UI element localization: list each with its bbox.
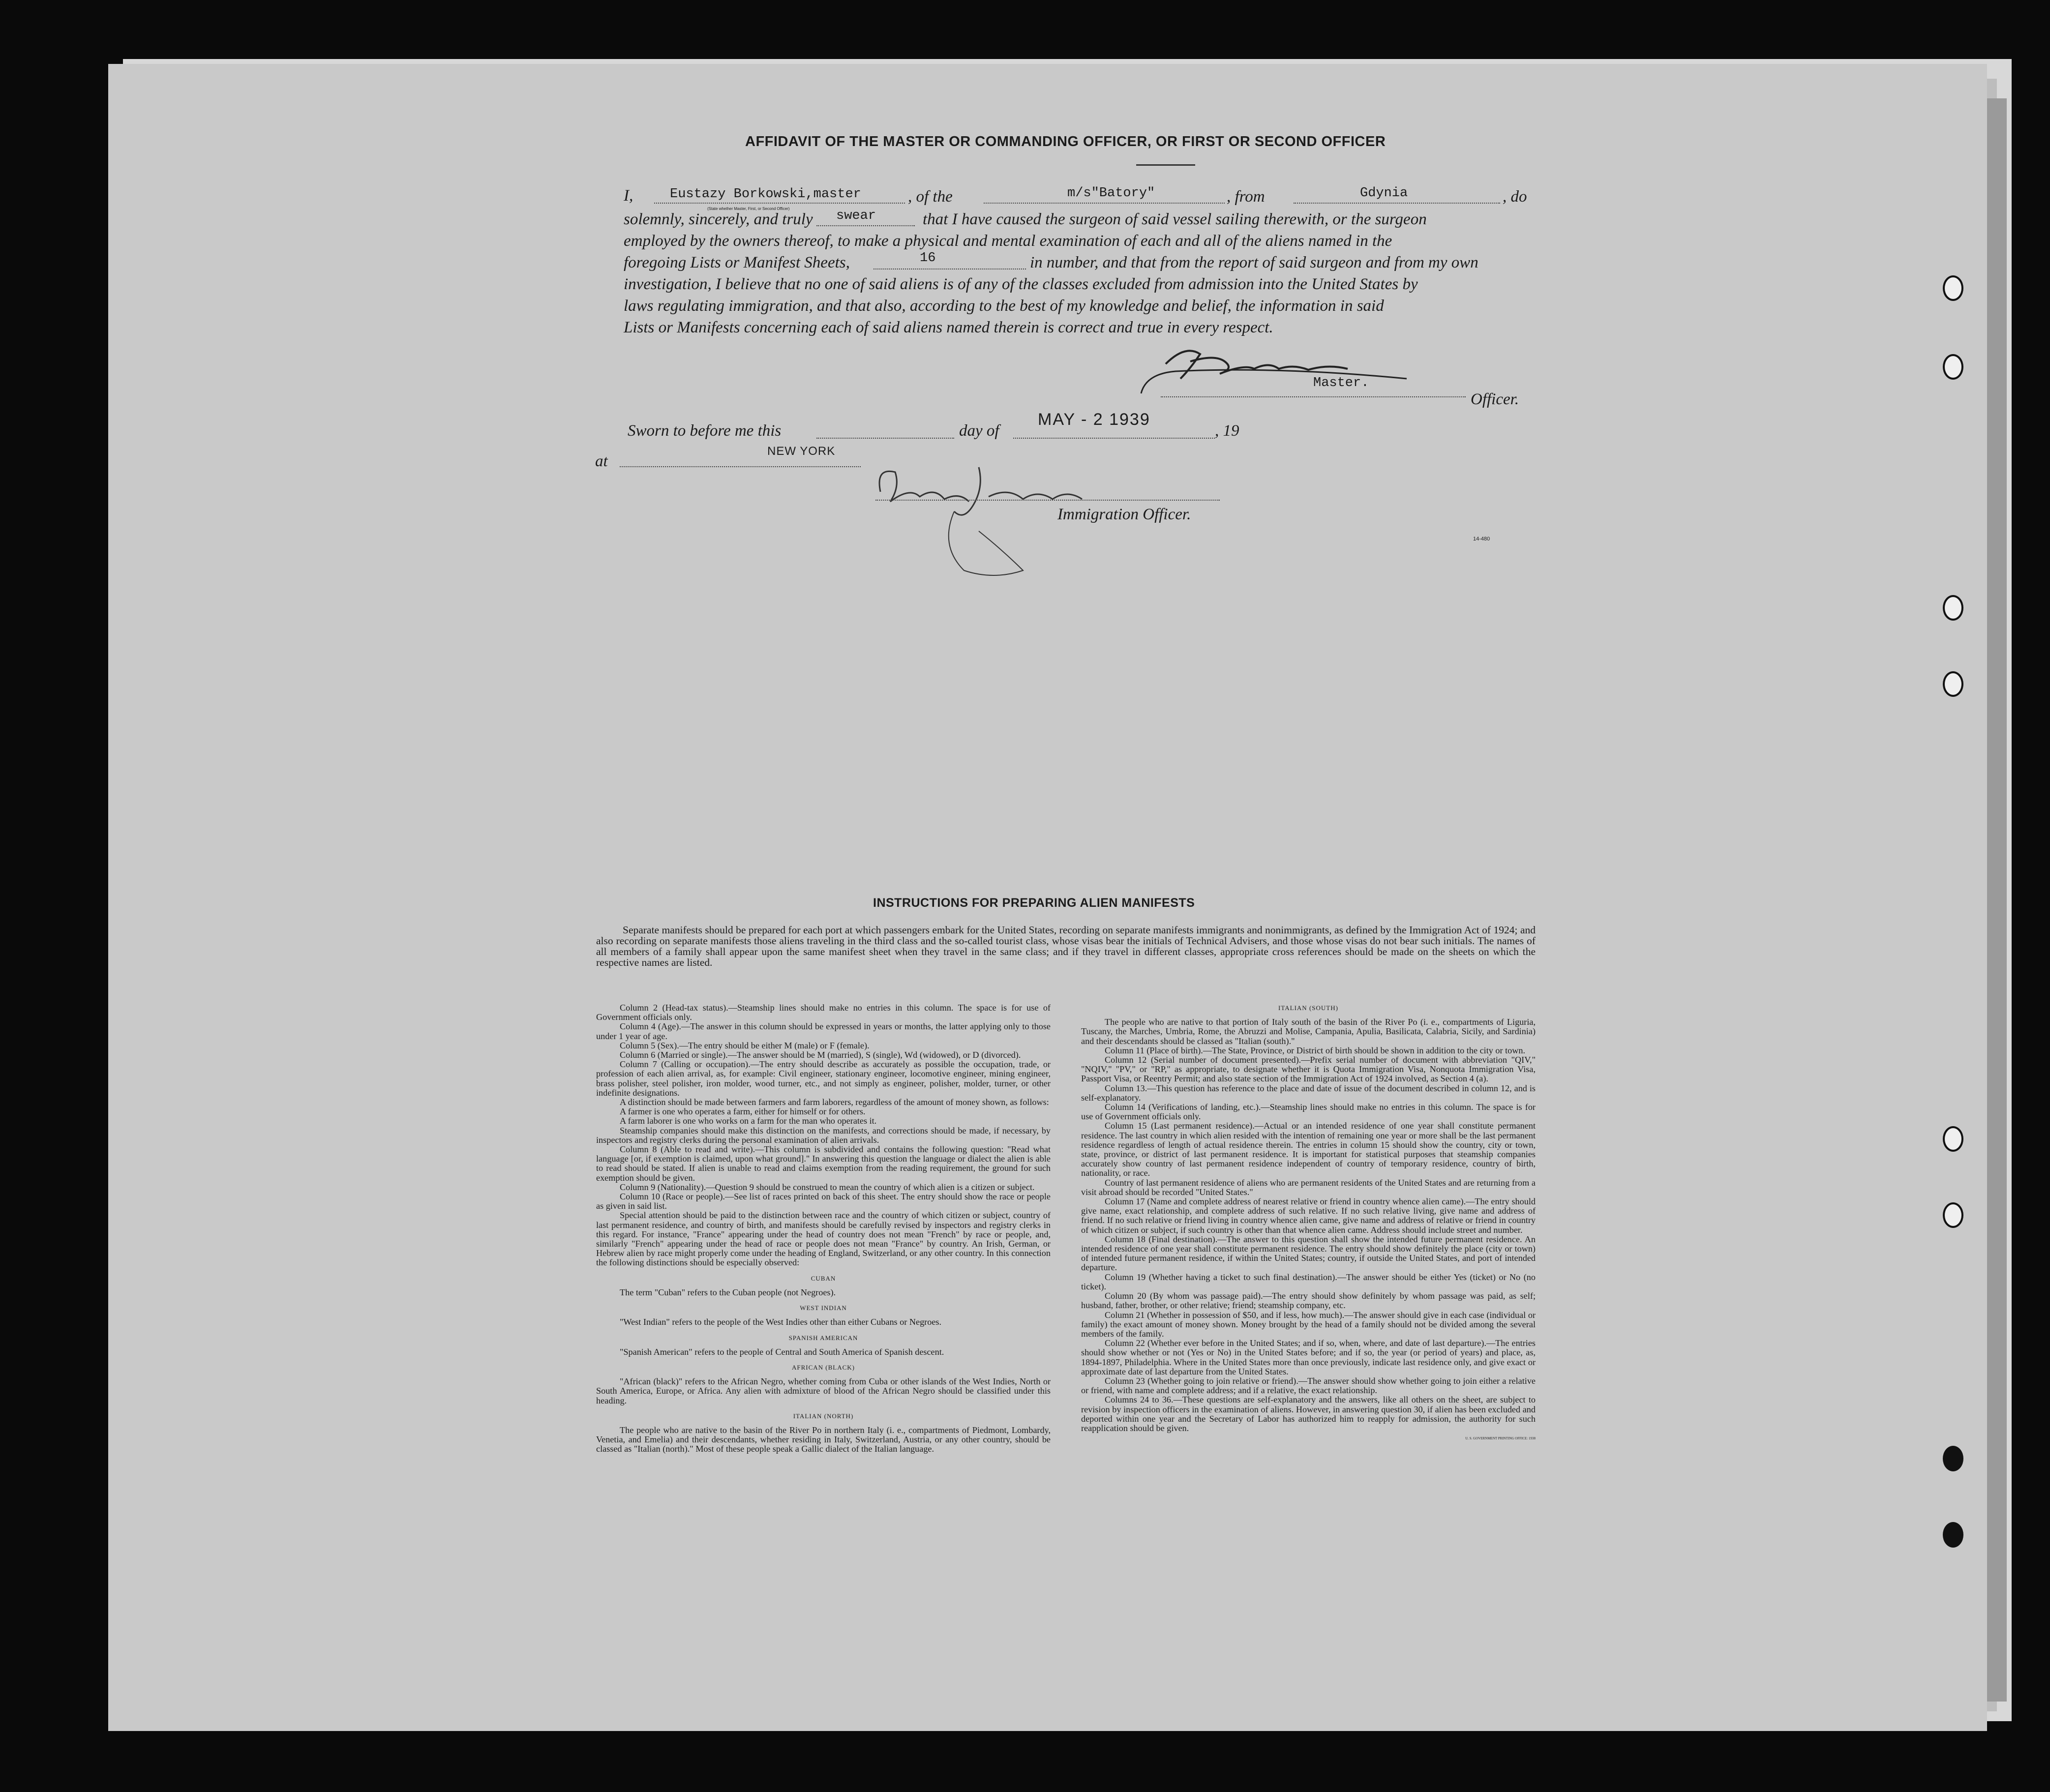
- day-of-label: day of: [959, 422, 999, 440]
- african-text: "African (black)" refers to the African Negro, whether coming from Cuba or other islands of the West Indies, North or South America, Europe, or Africa. Any alien with admixture of blood of the African Negro should be classified under this heading.: [596, 1376, 1051, 1405]
- instructions-left-column: [596, 1003, 1051, 1454]
- right-paragraph: Column 13.—This question has reference to the place and date of issue of the document described in column 12, and is self-explanatory.: [1081, 1083, 1536, 1103]
- right-paragraph: Column 12 (Serial number of document presented).—Prefix serial number of document with abbreviation "QIV," "NQIV," "PV," or "RP," as appropriate, to designate whether it is Quota Immigration Visa, Nonquota Immigration Visa, Passport Visa, or Reentry Permit; and also state section of the Immigration Act of 1924 involved, as Section 4 (a).: [1081, 1055, 1536, 1084]
- immigration-officer-label: Immigration Officer.: [1057, 506, 1191, 523]
- place-stamp: NEW YORK: [767, 445, 836, 458]
- right-paragraph: Column 22 (Whether ever before in the United States; and if so, when, where, and date of last departure).—The entries should show whether or not (Yes or No) in the United States before; and if so, the year (or period of years) and place, as, 1894-1897, Philadelphia. Where in the United States more than once previously, indicate last residence only, and give exact or approximate date of last departure from the United States.: [1081, 1338, 1536, 1376]
- cuban-text: The term "Cuban" refers to the Cuban people (not Negroes).: [620, 1287, 836, 1297]
- left-paragraph: Column 7 (Calling or occupation).—The entry should describe as accurately as possible the occupation, trade, or profession of each alien arrival, as, for example: Civil engineer, stationary engineer, locomotive engineer, mining engineer, brass polisher, steel polisher, iron molder, wood turner, etc., and not simply as engineer, polisher, molder, turner, or other indefinite designations.: [596, 1059, 1051, 1098]
- affidavit-line-4-start: foregoing Lists or Manifest Sheets,: [624, 254, 850, 271]
- paper-edge-shadow: [1987, 98, 2007, 1702]
- right-paragraph: Column 11 (Place of birth).—The State, Province, or District of birth should be shown in addition to the city or town.: [1105, 1045, 1526, 1055]
- affidavit-line-7: Lists or Manifests concerning each of said aliens named therein is correct and true in every respect.: [624, 319, 1273, 336]
- right-paragraph: Column 21 (Whether in possession of $50, and if less, how much).—The answer should give in each case (individual or family) the exact amount of money shown. Money brought by the head of a family should not be divided among the several members of the family.: [1081, 1310, 1536, 1339]
- affidavit-line-3: employed by the owners thereof, to make a physical and mental examination of each and all of the aliens named in the: [624, 232, 1392, 250]
- binder-hole-icon: [1943, 1202, 1963, 1228]
- port-name: Gdynia: [1360, 186, 1408, 201]
- do-label: , do: [1503, 188, 1527, 206]
- left-paragraph: Special attention should be paid to the distinction between race and the country of which citizen or subject, country of last permanent residence, and country of birth, and manifests should be carefully revised by inspectors and registry clerks in this regard. For instance, "France" appearing under the head of country does not mean "French" by race or people, and, similarly "French" appearing under the head of race or people does not mean "France" by country. An Irish, German, or Hebrew alien by race might properly come under the heading of England, Switzerland, or any other country. In this connection the following distinctions should be especially observed:: [596, 1210, 1051, 1268]
- left-paragraph: Column 10 (Race or people).—See list of races printed on back of this sheet. The entry should show the race or people as given in said list.: [596, 1192, 1051, 1211]
- affidavit-line-4-rest: in number, and that from the report of said surgeon and from my own: [1030, 254, 1478, 271]
- binder-hole-icon: [1943, 1126, 1963, 1152]
- year-label: , 19: [1215, 422, 1239, 440]
- at-label: at: [595, 452, 608, 470]
- left-paragraph: A farm laborer is one who works on a farm for the man who operates it.: [620, 1116, 877, 1126]
- sheet-count: 16: [920, 251, 936, 266]
- left-paragraph: Column 9 (Nationality).—Question 9 should be construed to mean the country of which alien is a citizen or subject.: [620, 1182, 1035, 1192]
- from-label: , from: [1227, 188, 1265, 206]
- west-indian-text: "West Indian" refers to the people of the West Indies other than either Cubans or Negroes.: [620, 1317, 942, 1327]
- rank-note: (State whether Master, First, or Second Officer): [707, 207, 790, 211]
- of-the-label: , of the: [908, 188, 953, 206]
- master-name: Eustazy Borkowski,master: [670, 187, 861, 202]
- affidavit-line-6: laws regulating immigration, and that also, according to the best of my knowledge and belief, the information in said: [624, 297, 1384, 315]
- instructions-intro: [596, 925, 1536, 968]
- west-indian-heading: WEST INDIAN: [800, 1304, 847, 1312]
- binder-hole-icon: [1943, 1522, 1963, 1548]
- immigration-officer-line: [875, 500, 1220, 501]
- sworn-day-line: [816, 438, 954, 439]
- right-paragraph: The people who are native to that portion of Italy south of the basin of the River Po (i. e., compartments of Liguria, Tuscany, the Marches, Umbria, Rome, the Abruzzi and Molise, Campania, Apulia, Basilicata, Calabria, Sicily, and Sardinia) and their descendants should be classed as "Italian (south).": [1081, 1017, 1536, 1046]
- right-paragraph: Column 14 (Verifications of landing, etc.).—Steamship lines should make no entries in this column. The space is for use of Government officials only.: [1081, 1102, 1536, 1122]
- left-paragraph: Steamship companies should make this distinction on the manifests, and corrections should be made, if necessary, by inspectors and registry clerks during the personal examination of alien arrivals.: [596, 1125, 1051, 1145]
- place-line: [620, 466, 861, 467]
- right-paragraph: Column 18 (Final destination).—The answer to this question shall show the intended future permanent residence. An intended residence of one year shall constitute permanent residence. The entry should show definitely the place (city or town) of intended future permanent residence, if within the United States; country, if outside the United States, and port of intended departure.: [1081, 1234, 1536, 1273]
- right-paragraph: Country of last permanent residence of aliens who are permanent residents of the United States and are returning from a visit abroad should be recorded "United States.": [1081, 1177, 1536, 1197]
- left-paragraph: A farmer is one who operates a farm, either for himself or for others.: [620, 1106, 866, 1117]
- sworn-month-line: [1013, 438, 1215, 439]
- binder-hole-icon: [1943, 275, 1963, 301]
- vessel-field-line: [984, 203, 1225, 204]
- affidavit-line-2-rest: that I have caused the surgeon of said vessel sailing therewith, or the surgeon: [923, 210, 1427, 228]
- right-paragraph: Column 20 (By whom was passage paid).—The entry should show definitely by whom passage was paid, as self; husband, father, brother, or other relative; friend; steamship company, etc.: [1081, 1291, 1536, 1311]
- right-paragraph: Columns 24 to 36.—These questions are self-explanatory and the answers, like all others on the sheet, are subject to revision by inspection officers in the examination of aliens. However, in answering question 30, if alien has been excluded and deported within one year and the Secretary of Labor has authorized him to reapply for admission, the authority for such reapplication should be given.: [1081, 1395, 1536, 1433]
- instructions-right-column: [1081, 1003, 1536, 1443]
- sworn-text: Sworn to before me this: [628, 422, 782, 440]
- form-number: 14-480: [1473, 536, 1490, 542]
- intro-paragraph: Separate manifests should be prepared for each port at which passengers embark for the United States, recording on separate manifests immigrants and nonimmigrants, as defined by the Immigration Act of 1924; and also recording on separate manifests those aliens traveling in the third class and the so-called tourist class, whose visas bear the initials of Technical Advisers, and those whose visas do not bear such initials. The names of all members of a family shall appear upon the same manifest sheet when they travel in the same class; and if they travel in different classes, appropriate cross references should be made on the sheets on which the respective names are listed.: [596, 924, 1536, 968]
- oath-word: swear: [836, 209, 876, 223]
- date-stamp: MAY - 2 1939: [1038, 410, 1150, 429]
- spanish-american-text: "Spanish American" refers to the people of Central and South America of Spanish descent.: [620, 1346, 944, 1357]
- officer-label: Officer.: [1471, 390, 1519, 408]
- vessel-name: m/s"Batory": [1067, 186, 1155, 201]
- left-paragraph: Column 4 (Age).—The answer in this column should be expressed in years or months, the latter applying only to those under 1 year of age.: [596, 1021, 1051, 1041]
- binder-hole-icon: [1943, 1446, 1963, 1471]
- right-paragraph: Column 19 (Whether having a ticket to such final destination).—The answer should be either Yes (ticket) or No (no ticket).: [1081, 1272, 1536, 1291]
- affidavit-line-1: [624, 187, 633, 205]
- african-heading: AFRICAN (BLACK): [791, 1363, 855, 1371]
- printing-office-note: U. S. GOVERNMENT PRINTING OFFICE: 1938: [1465, 1436, 1536, 1441]
- master-title: Master.: [1313, 376, 1369, 390]
- left-paragraph: Column 2 (Head-tax status).—Steamship lines should make no entries in this column. The space is for use of Government officials only.: [596, 1003, 1051, 1022]
- binder-hole-icon: [1943, 671, 1963, 697]
- pronoun: I,: [624, 187, 633, 205]
- right-paragraph: Column 23 (Whether going to join relative or friend).—The answer should show whether going to join either a relative or friend, with name and complete address; and if a relative, the exact relationship.: [1081, 1375, 1536, 1396]
- affidavit-title: AFFIDAVIT OF THE MASTER OR COMMANDING OFFICER, OR FIRST OR SECOND OFFICER: [745, 134, 1386, 149]
- port-field-line: [1294, 203, 1500, 204]
- binder-hole-icon: [1943, 354, 1963, 380]
- italian-north-heading: ITALIAN (NORTH): [793, 1412, 854, 1420]
- cuban-heading: CUBAN: [811, 1274, 836, 1282]
- title-rule: [1136, 164, 1195, 166]
- left-paragraph: Column 8 (Able to read and write).—This column is subdivided and contains the following question: "Read what language [or, if exemption is claimed, upon what ground]." In answering this question the language or dialect the alien is able to read should be stated. If alien is unable to read and claims exemption from the reading requirement, the ground for such exemption should be given.: [596, 1144, 1051, 1183]
- name-field-line: [654, 203, 905, 204]
- signature-line: [1161, 396, 1466, 397]
- instructions-title: INSTRUCTIONS FOR PREPARING ALIEN MANIFESTS: [873, 896, 1195, 910]
- affidavit-line-5: investigation, I believe that no one of said aliens is of any of the classes excluded from admission into the United States by: [624, 275, 1418, 293]
- right-paragraph: Column 17 (Name and complete address of nearest relative or friend in country whence alien came).—The entry should give name, exact relationship, and complete address of such relative. If no such relative living, give name and address of friend. If no such relative or friend living in country whence alien came, give name and address of relative or friend in country of which citizen or subject, if such country is other than that whence alien came. Address should include street and number.: [1081, 1196, 1536, 1235]
- left-paragraph: Column 6 (Married or single).—The answer should be M (married), S (single), Wd (widowed), or D (divorced).: [620, 1050, 1021, 1060]
- spanish-american-heading: SPANISH AMERICAN: [788, 1334, 858, 1342]
- oath-field-line: [816, 225, 915, 226]
- binder-hole-icon: [1943, 595, 1963, 621]
- left-paragraph: A distinction should be made between farmers and farm laborers, regardless of the amount of money shown, as follows:: [620, 1097, 1049, 1107]
- italian-south-heading: ITALIAN (SOUTH): [1278, 1004, 1338, 1012]
- master-signature: [1131, 334, 1446, 413]
- right-paragraph: Column 15 (Last permanent residence).—Actual or an intended residence of one year shall constitute permanent residence. The last country in which alien resided with the intention of remaining one year or more shall be the last permanent residence regardless of length of actual residence therein. The entries in column 15 should show the country, city or town, state, province, or district of last permanent residence. It is important for statistical purposes that steamship companies accurately show country of last permanent residence independent of country of temporary residence, country of birth, nationality, or race.: [1081, 1121, 1536, 1178]
- affidavit-line-2-start: solemnly, sincerely, and truly: [624, 210, 813, 228]
- italian-north-text: The people who are native to the basin of the River Po in northern Italy (i. e., compartments of Piedmont, Lombardy, Venetia, and Emelia) and their descendants, whether residing in Italy, Switzerland, Austria, or any other country, should be classed as "Italian (north)." Most of these people speak a Gallic dialect of the Italian language.: [596, 1425, 1051, 1454]
- left-paragraph: Column 5 (Sex).—The entry should be either M (male) or F (female).: [620, 1040, 870, 1050]
